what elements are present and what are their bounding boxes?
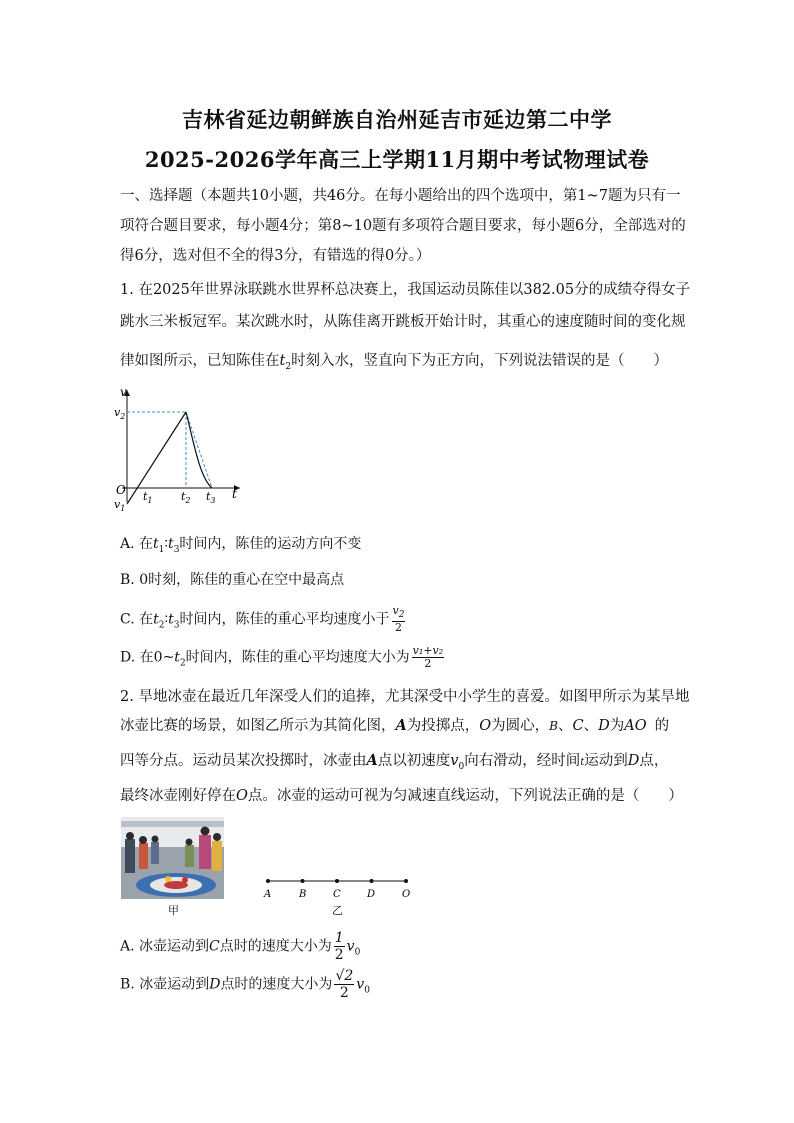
q2-line3-v0: v <box>450 753 459 769</box>
v-axis-label: v <box>120 385 127 399</box>
point-o-dot <box>404 879 408 883</box>
q2-line2-mid2: 为圆心， <box>491 718 550 734</box>
v2-label: $v_2$ <box>114 406 126 421</box>
origin-label: O <box>116 483 126 497</box>
q1-stem-line3-tail: 时刻入水，竖直向下为正方向，下列说法错误的是（ ） <box>291 353 669 369</box>
section-instructions-line2: 项符合题目要求，每小题4分；第8~10题有多项符合题目要求，每小题6分，全部选对的 <box>120 218 686 234</box>
t2-sub: 2 <box>285 361 292 372</box>
label-c: C <box>333 889 341 900</box>
q1-option-d-fraction <box>412 645 444 670</box>
q2-option-a-v0: v <box>346 938 355 955</box>
q1-stem-line2: 跳水三米板冠军。某次跳水时，从陈佳离开跳板开始计时，其重心的速度随时间的变化规 <box>120 314 686 330</box>
section-instructions-line3: 得6分，选对但不全的得3分，有错选的得0分。） <box>120 248 431 264</box>
q2-option-a[interactable] <box>120 930 360 963</box>
q2-line2-tail: 的 <box>654 718 670 734</box>
q1-option-c-num: v <box>392 604 399 617</box>
q1-option-a-text: 时间内，陈佳的运动方向不变 <box>179 536 362 552</box>
point-c-dot <box>335 879 339 883</box>
point-b-dot <box>301 879 305 883</box>
q1-option-a-t3: t <box>168 536 174 552</box>
exam-title-line1: 吉林省延边朝鲜族自治州延吉市延边第二中学 <box>182 107 612 132</box>
q2-line3-v0-sub: 0 <box>458 761 465 772</box>
point-d-dot <box>370 879 374 883</box>
figure-yi-caption: 乙 <box>332 904 343 917</box>
q2-stem-line2: 冰壶比赛的场景，如图乙所示为其简化图，A为投掷点，O为圆心，B、C、D为AO 的 <box>120 717 670 734</box>
q2-point-d: D <box>598 718 610 734</box>
rising-line <box>127 412 186 504</box>
q1-option-c-den: 2 <box>395 621 402 635</box>
q2-line2-mid1: 为投掷点， <box>406 718 480 734</box>
label-o: O <box>402 889 411 900</box>
label-a: A <box>264 889 272 900</box>
tangent-guide <box>186 412 212 488</box>
section-instructions-line1: 一、选择题（本题共10小题，共46分。在每小题给出的四个选项中，第1~7题为只有一 <box>120 188 681 204</box>
q2-line3-mid1: 点以初速度 <box>377 753 451 769</box>
label-b: B <box>299 889 307 900</box>
q2-option-b-v0-sub: 0 <box>364 985 370 996</box>
q1-option-a-prefix: A. 在 <box>120 536 154 552</box>
q1-option-c-text: 时间内，陈佳的重心平均速度小于 <box>179 611 390 628</box>
q2-option-a-num: 1 <box>334 930 344 946</box>
q2-option-a-prefix: A. 冰壶运动到 <box>120 938 210 955</box>
q1-option-d-tilde: ~ <box>162 649 175 666</box>
q2-line3-text: 四等分点。运动员某次投掷时，冰壶由 <box>120 753 367 769</box>
q1-option-a[interactable] <box>120 534 361 560</box>
curling-scene-image <box>121 817 224 899</box>
q1-option-d-prefix: D. 在 <box>120 649 154 666</box>
q2-point-o: O <box>479 718 492 734</box>
q2-segment-ao: AO <box>624 718 647 734</box>
q2-option-a-point: C <box>209 938 220 955</box>
t3-label: $t_3$ <box>206 490 216 505</box>
q1-option-d-zero: 0 <box>153 649 163 666</box>
q1-option-d-text: 时间内，陈佳的重心平均速度大小为 <box>185 649 410 666</box>
t1-label: $t_1$ <box>143 490 153 505</box>
q2-option-a-v0-sub: 0 <box>354 947 361 958</box>
q2-line3-mid3: 运动到 <box>584 753 628 769</box>
q2-line2-mid3: 为 <box>609 718 625 734</box>
q1-option-a-t1-sub: 1 <box>158 544 165 555</box>
t-axis-label: t <box>232 487 237 501</box>
q2-stem-line3 <box>120 751 680 777</box>
q2-option-b-v0: v <box>356 976 365 993</box>
q2-option-b-text: 点时的速度大小为 <box>220 976 333 993</box>
q2-line3-t: t <box>580 757 585 768</box>
q1-stem-line3 <box>120 351 680 377</box>
q2-option-b-den: 2 <box>339 985 349 1001</box>
q2-option-a-text: 点时的速度大小为 <box>219 938 332 955</box>
q2-line4-o: O <box>236 788 248 804</box>
figure-jia-caption: 甲 <box>168 904 179 917</box>
q1-option-c-t3: t <box>168 611 174 628</box>
t2-label: $t_2$ <box>181 490 191 505</box>
exam-title-line2: 2025-2026学年高三上学期11月期中考试物理试卷 <box>144 147 650 172</box>
label-d: D <box>367 889 376 900</box>
q2-option-a-fraction <box>334 930 345 963</box>
q1-option-c[interactable] <box>120 605 407 635</box>
q2-line2-text: 冰壶比赛的场景，如图乙所示为其简化图， <box>120 718 396 734</box>
q1-option-a-t3-sub: 3 <box>173 544 180 555</box>
q1-option-c-t2: t <box>153 611 159 628</box>
q2-option-b-fraction <box>334 968 354 1001</box>
q2-line4-tail: 点。冰壶的运动可视为匀减速直线运动，下列说法正确的是（ ） <box>247 788 683 804</box>
q1-option-d[interactable] <box>120 645 446 673</box>
q2-point-c: C <box>572 718 584 734</box>
q2-point-b: B <box>549 719 558 733</box>
q2-option-b-prefix: B. 冰壶运动到 <box>120 976 210 993</box>
q1-option-c-t2-sub: 2 <box>158 620 165 631</box>
q1-option-a-t1: t <box>153 536 159 552</box>
curling-line-diagram <box>258 874 418 904</box>
q2-line3-tail: 点， <box>639 753 669 769</box>
q2-line3-d: D <box>627 753 640 769</box>
q1-option-c-prefix: C. 在 <box>120 611 154 628</box>
q2-line4-text: 最终冰壶刚好停在 <box>120 788 236 804</box>
q1-option-a-sep: ∶ <box>164 536 169 552</box>
q2-line3-a: A <box>366 752 378 769</box>
q1-option-c-sep: ∶ <box>164 611 169 628</box>
q2-stem-line1: 2. 旱地冰壶在最近几年深受人们的追捧，尤其深受中小学生的喜爱。如图甲所示为某旱地 <box>120 689 690 705</box>
q2-option-a-den: 2 <box>334 947 344 963</box>
q1-stem-line3-text: 律如图所示，已知陈佳在 <box>120 353 280 369</box>
q2-stem-line4 <box>120 786 683 806</box>
v1-label: $v_1$ <box>114 498 126 512</box>
q1-option-d-t2-sub: 2 <box>179 658 186 669</box>
point-a-dot <box>266 879 270 883</box>
q1-stem-line1: 1. 在2025年世界泳联跳水世界杯总决赛上，我国运动员陈佳以382.05分的成绩夺得女子 <box>120 282 691 298</box>
q2-option-b-num: √2 <box>335 968 354 984</box>
q2-point-a: A <box>395 717 407 734</box>
velocity-time-graph <box>112 382 252 512</box>
q1-option-c-t3-sub: 3 <box>173 620 180 631</box>
q2-option-b-point: D <box>209 976 221 993</box>
q1-option-d-den: 2 <box>424 657 432 670</box>
q1-option-c-fraction <box>392 605 406 634</box>
q1-option-d-t2: t <box>174 649 180 666</box>
q1-option-d-num: v₁+v₂ <box>412 644 444 657</box>
curling-photo <box>121 817 224 899</box>
q1-option-c-num-sub: 2 <box>398 610 405 621</box>
q1-option-b[interactable]: B. 0时刻，陈佳的重心在空中最高点 <box>120 572 345 588</box>
q2-option-b[interactable] <box>120 968 370 1001</box>
t2-var: t <box>279 353 286 369</box>
q2-line3-mid2: 向右滑动，经时间 <box>464 753 581 769</box>
